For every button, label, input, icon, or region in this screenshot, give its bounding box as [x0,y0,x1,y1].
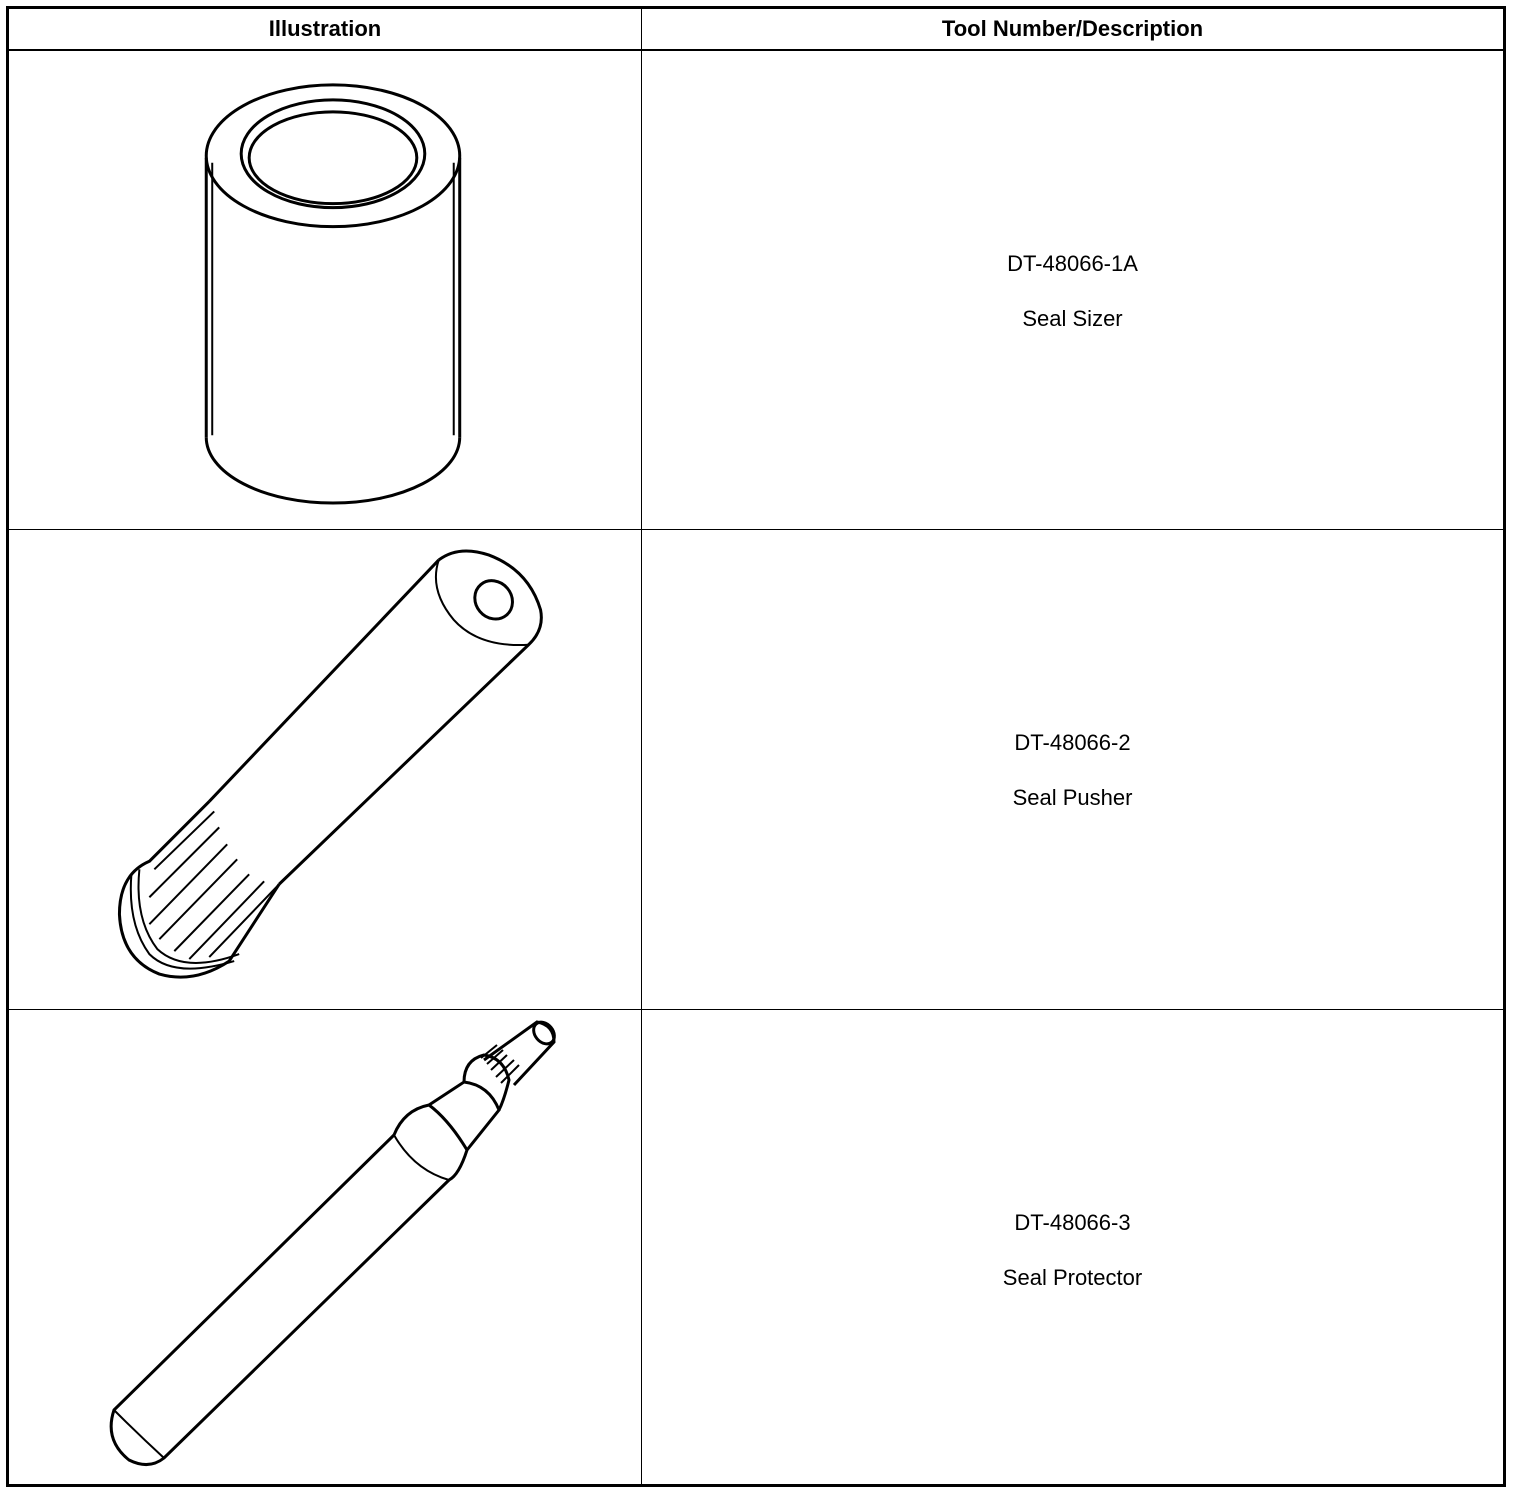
tool-number: DT-48066-2 [1014,730,1131,755]
tool-number: DT-48066-3 [1014,1210,1131,1235]
description-cell [642,1010,1503,1484]
seal-pusher-drawing-icon [9,530,641,1009]
seal-sizer-drawing-icon [9,51,641,529]
description-cell [642,530,1503,1009]
tool-name: Seal Protector [1002,1265,1143,1290]
special-tools-table [6,6,1506,1487]
illustration-cell [9,51,641,529]
tool-name: Seal Pusher [1012,785,1133,810]
illustration-cell [9,1010,641,1484]
table-row [9,51,1503,530]
header-tool-description: Tool Number/Description [941,16,1204,41]
description-cell [642,51,1503,529]
table-row [9,530,1503,1010]
tool-name: Seal Sizer [1022,306,1123,331]
header-illustration: Illustration [268,16,382,41]
table-row [9,1010,1503,1484]
tool-number: DT-48066-1A [1007,251,1138,276]
illustration-cell [9,530,641,1009]
seal-protector-drawing-icon [9,1010,641,1484]
table-header-row [9,9,1503,51]
